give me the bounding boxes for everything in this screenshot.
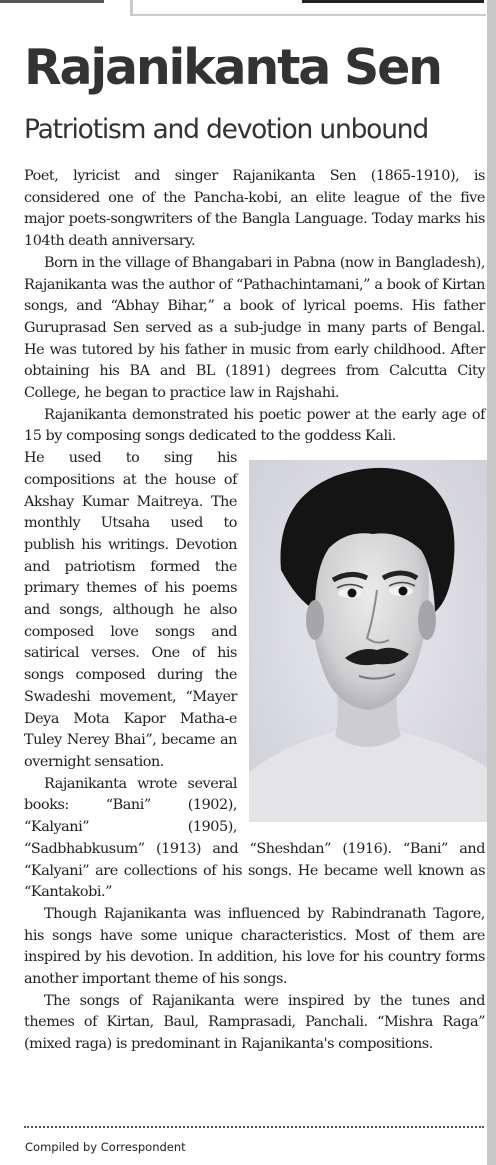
subheadline: Patriotism and devotion unbound — [24, 114, 429, 145]
paragraph-early-life: Born in the village of Bhangabari in Pabna (now in Bangladesh), Rajanikanta was the author of “Pathachintamani,” a book of Kirtan songs, and “Abhay Bihar,” a book of lyrical poems. His father Guruprasad Sen served as a sub-judge in many parts of Bengal. He was tutored by his father in music from early childhood. After obtaining his BA and BL (1891) degrees from Calcutta City College, he began to practice law in Rajshahi. — [24, 254, 485, 402]
page-gutter — [487, 0, 496, 1165]
paragraph-influences: Though Rajanikanta was influenced by Rabindranath Tagore, his songs have some unique characteristics. Most of them are inspired by his devotion. In addition, his love for his country forms another important theme of his songs. — [24, 905, 485, 988]
paragraph-intro: Poet, lyricist and singer Rajanikanta Sen (1865-1910), is considered one of the Pancha-kobi, an elite league of the five major poets-songwriters of the Bangla Language. Today marks his 104th death anniversary. — [24, 168, 485, 250]
portrait-photo — [249, 460, 487, 822]
paragraph-books: Rajanikanta wrote several books: “Bani” (1902), “Kalyani” (1905), “Sadbhabkusum” (1913) and “Sheshdan” (1916). “Bani” and “Kalyani” are collections of his songs. He became well known as “Kantakobi.” — [24, 775, 485, 901]
paragraph-poetic-power-start: Rajanikanta demonstrated his poetic power at the early age of 15 by composing songs dedicated to the goddess Kali. — [24, 406, 485, 445]
paragraph-compositions: He used to sing his compositions at the house of Akshay Kumar Maitreya. The monthly Utsaha used to publish his writings. Devotion and patriotism formed the primary themes of his poems and songs, although he also composed love songs and satirical verses. One of his songs composed during the Swadeshi movement, “Mayer Deya Mota Kapor Matha-e Tuley Nerey Bhai”, became an overnight sensation. — [24, 450, 237, 770]
paragraph-music-styles: The songs of Rajanikanta were inspired by the tunes and themes of Kirtan, Baul, Ramprasadi, Panchali. “Mishra Raga” (mixed raga) is predominant in Rajanikanta's compositions. — [24, 992, 485, 1053]
portrait-illustration — [249, 460, 487, 822]
headline: Rajanikanta Sen — [24, 39, 441, 96]
top-frame-horizontal — [130, 14, 486, 16]
top-rule-left — [0, 0, 104, 3]
top-rule-right — [302, 0, 484, 3]
article-body — [24, 166, 485, 1056]
dotted-divider — [24, 1126, 484, 1128]
credit-line: Compiled by Correspondent — [25, 1140, 186, 1154]
paragraph-poetic-power — [24, 405, 485, 448]
page-top-rules — [0, 0, 496, 18]
